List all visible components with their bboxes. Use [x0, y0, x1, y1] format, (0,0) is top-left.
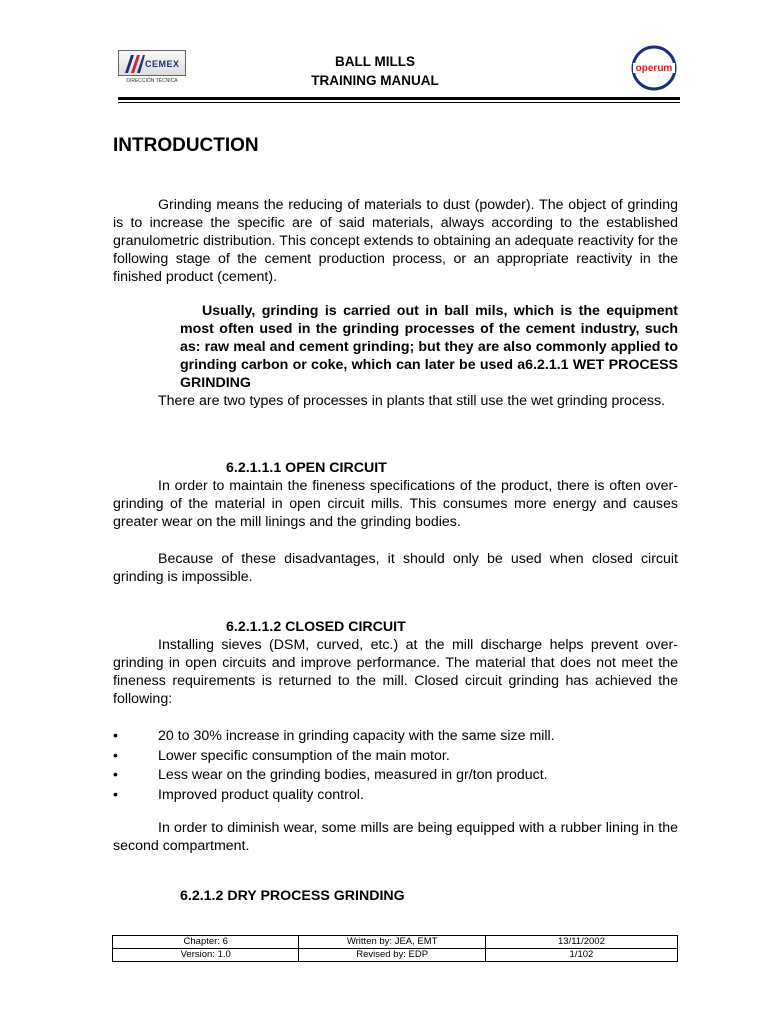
- cemex-subtitle: DIRECCIÓN TÉCNICA: [126, 78, 178, 84]
- rubber-lining-paragraph: In order to diminish wear, some mills are being equipped with a rubber lining in the second compartment.: [113, 820, 678, 854]
- table-row: [113, 949, 678, 962]
- list-item-text: 20 to 30% increase in grinding capacity with the same size mill.: [158, 728, 555, 744]
- benefits-list: [113, 727, 678, 805]
- table-row: [113, 936, 678, 949]
- wet-process-paragraph: There are two types of processes in plants that still use the wet grinding process.: [158, 393, 666, 409]
- dry-process-heading: 6.2.1.2 DRY PROCESS GRINDING: [180, 888, 405, 904]
- cemex-logo-box: [118, 50, 186, 76]
- list-item-text: Improved product quality control.: [158, 786, 364, 803]
- bullet-icon: •: [113, 786, 118, 803]
- cemex-wordmark: CEMEX: [145, 59, 180, 69]
- footer-version: Version: 1.0: [113, 949, 299, 962]
- footer-revised-by: Revised by: EDP: [299, 949, 485, 962]
- header-divider-thin: [118, 102, 680, 103]
- open-circuit-paragraph: In order to maintain the fineness specifications of the product, there is often over-grinding of the material in open circuit mills. This consumes more energy and causes greater wear on the mill linings and the grinding bodies.: [113, 478, 678, 530]
- footer-written-by: Written by: JEA, EMT: [299, 936, 485, 949]
- intro-paragraph: Grinding means the reducing of materials to dust (powder). The object of grinding is to increase the specific are of said materials, always according to the established granulometric distribution. This concept extends to obtaining an adequate reactivity for the following stage of the cement production process, or an appropriate reactivity in the finished product (cement).: [113, 197, 678, 285]
- cemex-stripes-icon: [123, 55, 145, 73]
- closed-circuit-heading: 6.2.1.1.2 CLOSED CIRCUIT: [226, 619, 406, 635]
- operum-wordmark: operum: [635, 63, 673, 74]
- list-item: [113, 786, 678, 806]
- page-title: INTRODUCTION: [113, 135, 259, 156]
- list-item: [113, 747, 678, 767]
- list-item-text: Less wear on the grinding bodies, measured in gr/ton product.: [158, 767, 548, 783]
- ball-mill-bold-paragraph: Usually, grinding is carried out in ball mils, which is the equipment most often used in the grinding processes of the cement industry, such as: raw meal and cement grinding; but they are also commonly applied to grinding carbon or coke, which can later be used a6.2.1.1 WET PROCESS GRINDING: [180, 303, 678, 391]
- header-title: [250, 52, 500, 90]
- bullet-icon: •: [113, 728, 118, 744]
- bullet-icon: •: [113, 747, 118, 764]
- operum-logo: [630, 44, 678, 92]
- closed-circuit-paragraph: Installing sieves (DSM, curved, etc.) at the mill discharge helps prevent over-grinding in open circuits and improve performance. The material that does not meet the fineness requirements is returned to the mill. Closed circuit grinding has achieved the following:: [113, 637, 678, 707]
- footer-date: 13/11/2002: [485, 936, 677, 949]
- list-item: [113, 766, 678, 786]
- footer-chapter: Chapter: 6: [113, 936, 299, 949]
- header-divider-thick: [118, 97, 680, 100]
- list-item-text: Lower specific consumption of the main motor.: [158, 747, 450, 764]
- bullet-icon: •: [113, 767, 118, 783]
- cemex-logo: [118, 50, 188, 86]
- footer-table: [112, 935, 678, 962]
- open-circuit-heading: 6.2.1.1.1 OPEN CIRCUIT: [226, 460, 387, 476]
- header-title-line2: TRAINING MANUAL: [311, 73, 439, 88]
- header-title-line1: BALL MILLS: [335, 54, 415, 69]
- footer-page: 1/102: [485, 949, 677, 962]
- disadvantages-paragraph: Because of these disadvantages, it should only be used when closed circuit grinding is impossible.: [113, 551, 678, 585]
- list-item: [113, 727, 678, 747]
